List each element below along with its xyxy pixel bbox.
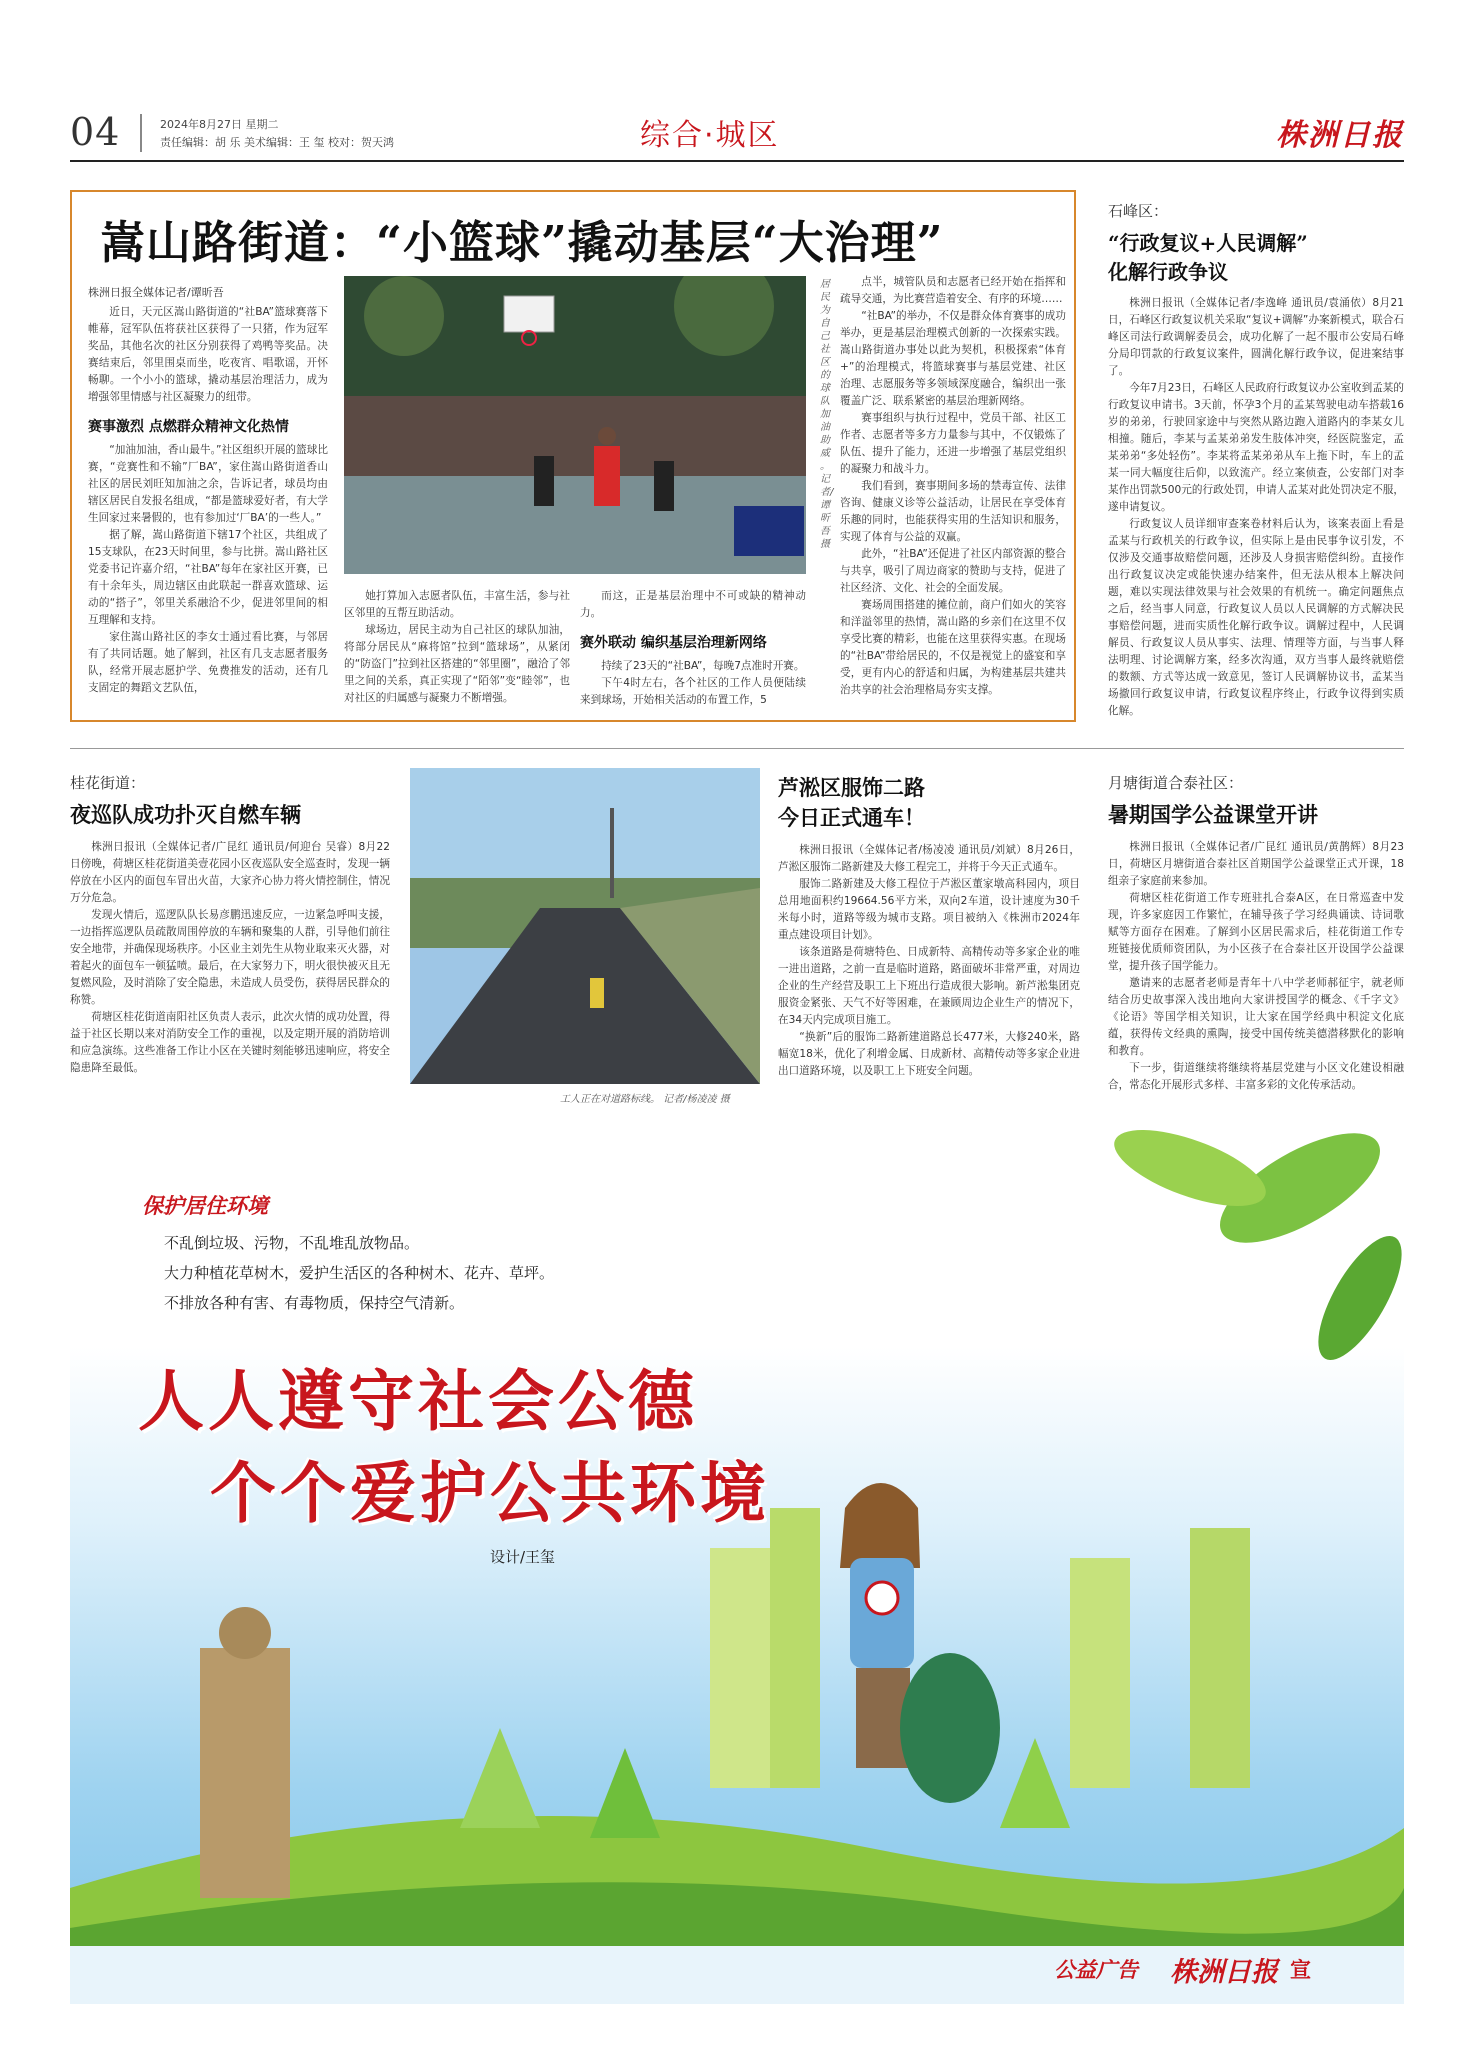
lead-headline: 嵩山路街道：“小篮球”撬动基层“大治理” xyxy=(100,216,944,269)
road-paragraph: 服饰二路新建及大修工程位于芦淞区董家墩高科园内，项目总用地面积约19664.56平方米，双向2车道，设计速度为30千米每小时，道路等级为城市支路。项目被纳入《株洲市2024年重点建设项目计划》。 xyxy=(778,878,1080,941)
lead-paragraph: 点半，城管队员和志愿者已经开始在指挥和疏导交通，为比赛营造着安全、有序的环境…… xyxy=(840,276,1066,305)
lead-col-4 xyxy=(840,274,1066,699)
guihua-article xyxy=(70,772,390,1077)
road-photo-caption: 工人正在对道路标线。 记者/杨凌凌 摄 xyxy=(560,1094,730,1105)
lead-paragraph: 据了解，嵩山路街道下辖17个社区，共组成了15支球队，在23天时间里，参与比拼。嵩山路社区党委书记许嘉介绍，“社BA”每年在家社区开赛，已有十余年头，周边辖区由此联起一群喜欢篮球、运动的“搭子”，邻里关系融洽不少，促进邻里间的相互理解和支持。 xyxy=(88,529,328,626)
newspaper-logo: 株洲日报 xyxy=(1276,118,1404,153)
lead-paragraph: 下午4时左右，各个社区的工作人员便陆续来到球场，开始相关活动的布置工作，5 xyxy=(580,677,806,706)
masthead xyxy=(70,106,1404,162)
page-number: 04 xyxy=(70,110,121,154)
road-title-1: 芦淞区服饰二路 xyxy=(778,775,925,800)
lead-byline: 株洲日报全媒体记者/谭昕吾 xyxy=(88,286,224,299)
lead-col-1 xyxy=(88,304,328,697)
road-paragraph: 株洲日报讯（全媒体记者/杨凌凌 通讯员/刘斌）8月26日，芦淞区服饰二路新建及大修工程完工，并将于今天正式通车。 xyxy=(778,844,1080,873)
yuetang-district: 月塘街道合泰社区： xyxy=(1108,774,1244,792)
shifeng-title-2: 化解行政争议 xyxy=(1108,260,1228,284)
ad-line-3: 不排放各种有害、有毒物质，保持空气清新。 xyxy=(164,1294,465,1312)
road-title-2: 今日正式通车！ xyxy=(778,805,925,830)
shifeng-article xyxy=(1108,200,1404,720)
yuetang-paragraph: 邀请来的志愿者老师是青年十八中学老师郝征宇，就老师结合历史故事深入浅出地向大家讲授国学的概念、《千字文》《论语》等国学相关知识，让大家在国学经典中积淀文化底蕴，获得传文经典的熏陶，接受中国传统美德潜移默化的影响和教育。 xyxy=(1108,977,1404,1057)
guihua-district: 桂花街道： xyxy=(70,774,146,792)
section-title: 综合·城区 xyxy=(640,118,780,153)
road-photo xyxy=(410,768,760,1084)
yuetang-article xyxy=(1108,772,1404,1094)
road-article xyxy=(778,772,1080,1080)
ad-artwork xyxy=(70,1128,1404,2004)
ad-slogan-1: 人人遵守社会公德 xyxy=(138,1362,698,1440)
shifeng-paragraph: 今年7月23日，石峰区人民政府行政复议办公室收到孟某的行政复议申请书。3天前，怀孕3个月的孟某驾驶电动车搭载16岁的弟弟，行驶回家途中与突然从路边跑入道路内的李某女儿相撞。随后，李某与孟某弟弟发生肢体冲突，经医院鉴定，孟某弟弟“多处轻伤”。李某将孟某弟弟从车上拖下时，车上的孟某一同大幅度往后仰，以致流产。经立案侦查，公安部门对李某作出罚款500元的行政处罚，申请人孟某对此处罚决定不服，遂申请复议。 xyxy=(1108,382,1404,513)
lead-paragraph: “加油加油，香山最牛。”社区组织开展的篮球比赛，“竞赛性和不输”厂BA”，家住嵩山路街道香山社区的居民刘旺知加油之余，告诉记者，球员均由辖区居民自发报名组成，“都是篮球爱好者，有大学生回家过来暑假的，也有参加过‘厂BA’的一些人。” xyxy=(88,444,328,524)
yuetang-paragraph: 荷塘区桂花街道工作专班驻扎合泰A区，在日常巡查中发现，许多家庭因工作繁忙，在辅导孩子学习经典诵读、诗词歌赋等方面存在困难。了解到小区居民需求后，桂花街道工作专班链接优质师资团队，为小区孩子在合泰社区开设国学公益课堂，提升孩子国学能力。 xyxy=(1108,892,1404,972)
ad-designer: 设计/王玺 xyxy=(490,1548,556,1566)
shifeng-title-1: “行政复议+人民调解” xyxy=(1108,231,1308,255)
ad-footer-paper: 株洲日报 xyxy=(1170,1957,1278,1988)
photo-caption: 居民为自己社区的球队加油助威。 记者/谭昕吾 摄 xyxy=(820,279,834,550)
road-scene xyxy=(410,768,760,1084)
ad-slogan-2: 个个爱护公共环境 xyxy=(210,1454,770,1532)
yuetang-paragraph: 株洲日报讯（全媒体记者/广昆红 通讯员/黄鹊辉）8月23日，荷塘区月塘街道合泰社区首期国学公益课堂正式开课，18组亲子家庭前来参加。 xyxy=(1108,841,1404,887)
lead-paragraph: 赛场周围搭建的摊位前，商户们如火的笑容和洋溢邻里的热情，嵩山路的乡亲们在这里不仅享受比赛的精彩，也能在这里获得实惠。在现场的“社BA”带给居民的，不仅是视觉上的盛宴和享受，更有内心的舒适和归属，为构建基层共建共治共享的社会治理格局夯实支撑。 xyxy=(840,599,1066,696)
lead-paragraph: 而这，正是基层治理中不可或缺的精神动力。 xyxy=(580,590,806,619)
shifeng-paragraph: 行政复议人员详细审查案卷材料后认为，该案表面上看是孟某与行政机关的行政争议，但实际上是由民事争议引发，不仅涉及交通事故赔偿问题，还涉及人身损害赔偿纠纷。直接作出行政复议决定或能快速办结案件，但无法从根本上解决问题，难以实现法律效果与社会效果的有机统一。确定问题焦点之后，经当事人同意，行政复议人员以人民调解的方式解决民事赔偿问题，进而实质性化解行政争议。调解过程中，人民调解员、行政复议人员从事实、法理、情理等方面，与当事人释法明理、讨论调解方案，经多次沟通，双方当事人最终就赔偿的数额、方式等达成一致意见，签订人民调解协议书，孟某当场撤回行政复议申请，行政复议程序终止，行政争议得到实质化解。 xyxy=(1108,518,1404,717)
basketball-photo xyxy=(344,276,806,574)
lead-paragraph: 赛事组织与执行过程中，党员干部、社区工作者、志愿者等多方力量参与其中，不仅锻炼了队伍、提升了能力，还进一步增强了基层党组织的凝聚力和战斗力。 xyxy=(840,412,1066,475)
guihua-paragraph: 发现火情后，巡逻队队长易彦鹏迅速反应，一边紧急呼叫支援，一边指挥巡逻队员疏散周围停放的车辆和聚集的人群，引导他们前往安全地带，并确保现场秩序。小区业主刘先生从物业取来灭火器，对着起火的面包车一顿猛喷。最后，在大家努力下，明火很快被灭且无复燃风险，及时消除了安全隐患，未造成人员受伤，获得居民群众的称赞。 xyxy=(70,909,390,1006)
ad-footer-brand: 公益广告 xyxy=(1054,1957,1138,1982)
lead-subhead-1: 赛事激烈 点燃群众精神文化热情 xyxy=(88,419,289,435)
lead-paragraph: 我们看到，赛事期间多场的禁毒宣传、法律咨询、健康义诊等公益活动，让居民在享受体育乐趣的同时，也能获得实用的生活知识和服务，实现了体育与公益的双赢。 xyxy=(840,480,1066,543)
lead-paragraph: 球场边，居民主动为自己社区的球队加油，将部分居民从“麻将馆”拉到“篮球场”，从紧闭的“防盗门”拉到社区搭建的“邻里圈”，融洽了邻里之间的关系，真正实现了“陌邻”变“睦邻”，也对社区的归属感与凝聚力不断增强。 xyxy=(344,624,570,704)
ad-section-title: 保护居住环境 xyxy=(142,1193,268,1218)
ad-line-1: 不乱倒垃圾、污物，不乱堆乱放物品。 xyxy=(164,1234,420,1252)
issue-date: 2024年8月27日 星期二 xyxy=(160,118,279,131)
road-paragraph: “换新”后的服饰二路新建道路总长477米，大修240米，路幅宽18米，优化了利增金属、日成新材、高精传动等多家企业进出口道路环境，以及职工上下班安全问题。 xyxy=(778,1031,1080,1077)
lead-paragraph: 持续了23天的“社BA”，每晚7点准时开赛。 xyxy=(601,660,805,672)
lead-article xyxy=(70,190,1076,722)
yuetang-paragraph: 下一步，街道继续将继续将基层党建与小区文化建设相融合，常态化开展形式多样、丰富多彩的文化传承活动。 xyxy=(1108,1062,1404,1091)
lead-paragraph: 此外，“社BA”还促进了社区内部资源的整合与共享，吸引了周边商家的赞助与支持，促进了社区经济、文化、社会的全面发展。 xyxy=(840,548,1066,594)
yuetang-title: 暑期国学公益课堂开讲 xyxy=(1108,802,1318,827)
lead-col-2 xyxy=(344,588,570,707)
shifeng-paragraph: 株洲日报讯（全媒体记者/李逸峰 通讯员/袁涌依）8月21日，石峰区行政复议机关采取“复议+调解”办案新模式，联合石峰区司法行政调解委员会，成功化解了一起不服市公安局石峰分局印罚款的行政复议案件，圆满化解行政争议，促进案结事了。 xyxy=(1108,297,1404,377)
lead-paragraph: 家住嵩山路社区的李女士通过看比赛，与邻居有了共同话题。她了解到，社区有几支志愿者服务队，经常开展志愿护学、免费推发的活动，还有几支固定的舞蹈文艺队伍， xyxy=(88,631,328,694)
ad-line-2: 大力种植花草树木，爱护生活区的各种树木、花卉、草坪。 xyxy=(164,1264,555,1282)
lead-col-3 xyxy=(580,588,806,709)
lead-subhead-2: 赛外联动 编织基层治理新网络 xyxy=(580,635,767,651)
lead-paragraph: 她打算加入志愿者队伍，丰富生活，参与社区邻里的互帮互助活动。 xyxy=(344,590,570,619)
editors-line: 责任编辑：胡 乐 美术编辑：王 玺 校对：贺天鸿 xyxy=(160,136,394,149)
guihua-paragraph: 株洲日报讯（全媒体记者/广昆红 通讯员/何迎台 吴睿）8月22日傍晚，荷塘区桂花街道美壹花园小区夜巡队安全巡查时，发现一辆停放在小区内的面包车冒出火苗，大家齐心协力将火情控制住，情况万分危急。 xyxy=(70,841,390,904)
basketball-scene xyxy=(344,276,806,574)
road-paragraph: 该条道路是荷塘特色、日成新特、高精传动等多家企业的唯一进出道路，之前一直是临时道路，路面破坏非常严重，对周边企业的生产经营及职工上下班出行造成很大影响。新芦淞集团克服资金紧张、天气不好等困难，在兼顾周边企业生产的情况下，在34天内完成项目施工。 xyxy=(778,946,1080,1026)
guihua-title: 夜巡队成功扑灭自燃车辆 xyxy=(70,802,301,827)
lead-paragraph: “社BA”的举办，不仅是群众体育赛事的成功举办，更是基层治理模式创新的一次探索实践。嵩山路街道办事处以此为契机，积极探索“体育+”的治理模式，将篮球赛事与基层党建、社区治理、志愿服务等多领域深度融合，编织出一张覆盖广泛、联系紧密的基层治理新网络。 xyxy=(840,310,1066,407)
lead-paragraph: 近日，天元区嵩山路街道的“社BA”篮球赛落下帷幕，冠军队伍将获社区获得了一只猪，作为冠军奖品，其他名次的社区分别获得了鸡鸭等奖品。决赛结束后，邻里围桌而坐，吃夜宵、唱歌谣，开怀畅聊。一个小小的篮球，撬动基层治理活力，成为增强邻里情感与社区凝聚力的纽带。 xyxy=(88,306,328,403)
ad-footer-suffix: 宣 xyxy=(1290,1957,1311,1982)
public-service-ad xyxy=(70,1128,1404,2004)
guihua-paragraph: 荷塘区桂花街道南阳社区负责人表示，此次火情的成功处置，得益于社区长期以来对消防安全工作的重视，以及定期开展的消防培训和应急演练。这些准备工作让小区在关键时刻能够迅速响应，将安全隐患降至最低。 xyxy=(70,1011,390,1074)
shifeng-district: 石峰区： xyxy=(1108,202,1169,220)
